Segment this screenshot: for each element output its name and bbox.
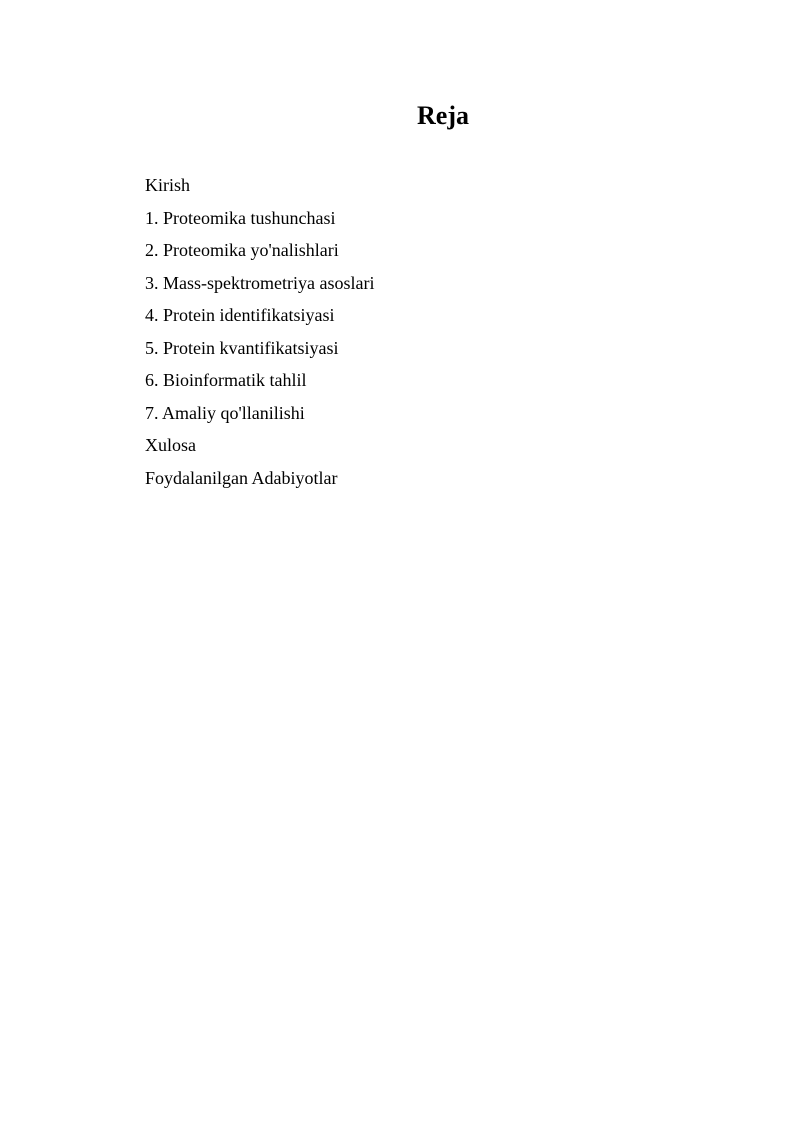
toc-item-introduction: Kirish	[145, 175, 190, 195]
toc-item-4: 4. Protein identifikatsiyasi	[145, 305, 335, 325]
toc-item-3: 3. Mass-spektrometriya asoslari	[145, 272, 375, 293]
toc-item-7: 7. Amaliy qo'llanilishi	[145, 402, 305, 423]
toc-item-conclusion: Xulosa	[145, 435, 196, 455]
toc-item-5: 5. Protein kvantifikatsiyasi	[145, 337, 339, 358]
toc-item-1: 1. Proteomika tushunchasi	[145, 207, 336, 228]
page-title: Reja	[417, 101, 469, 130]
toc-item-references: Foydalanilgan Adabiyotlar	[145, 467, 338, 488]
toc-item-6: 6. Bioinformatik tahlil	[145, 370, 307, 390]
toc-item-2: 2. Proteomika yo'nalishlari	[145, 240, 339, 260]
table-of-contents	[145, 169, 374, 494]
